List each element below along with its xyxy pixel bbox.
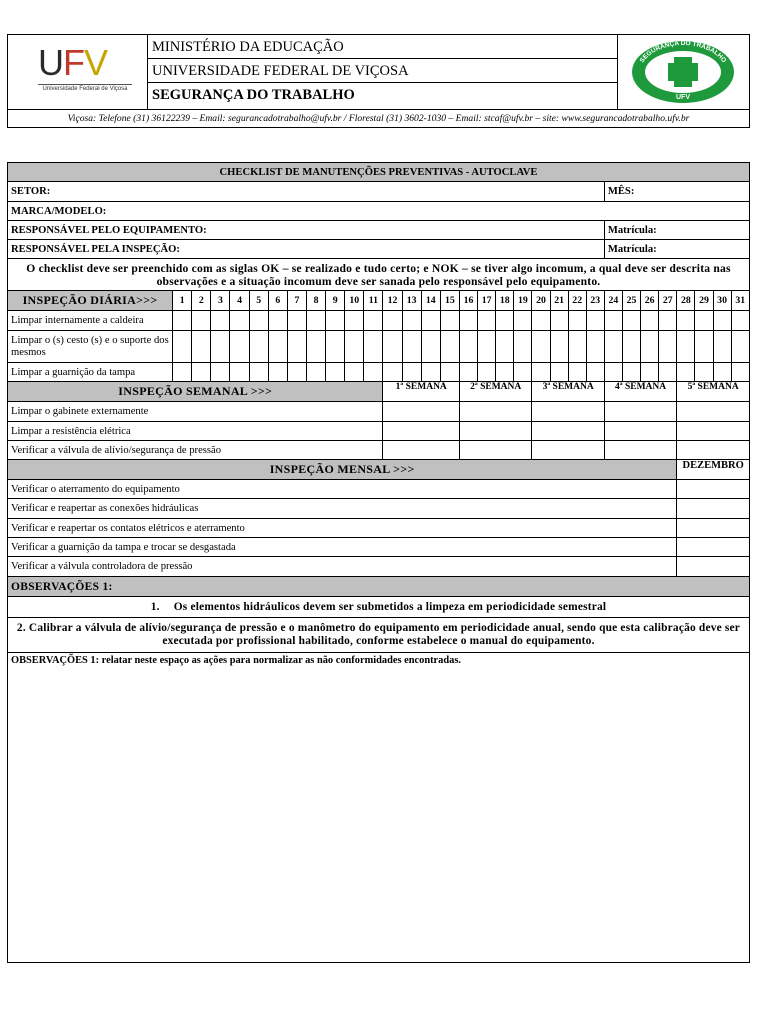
monthly-item-label: Verificar a válvula controladora de pressão — [8, 557, 677, 577]
daily-check-cell[interactable] — [659, 363, 677, 382]
daily-check-cell[interactable] — [192, 331, 211, 363]
daily-check-cell[interactable] — [192, 311, 211, 331]
ufv-logo — [8, 35, 148, 109]
weekly-check-cell[interactable] — [604, 422, 676, 441]
daily-check-cell[interactable] — [287, 331, 306, 363]
daily-check-cell[interactable] — [459, 363, 477, 382]
monthly-check-cell[interactable] — [677, 538, 750, 557]
daily-check-cell[interactable] — [459, 331, 477, 363]
daily-check-cell[interactable] — [695, 331, 713, 363]
form-title: CHECKLIST DE MANUTENÇÕES PREVENTIVAS - AUTOCLAVE — [8, 163, 750, 182]
daily-check-cell[interactable] — [230, 331, 249, 363]
resp-equipamento-field[interactable] — [8, 221, 605, 240]
ministry-title: MINISTÉRIO DA EDUCAÇÃO — [147, 35, 618, 59]
daily-check-cell[interactable] — [478, 311, 496, 331]
daily-check-cell[interactable] — [306, 363, 325, 382]
weekly-item-label: Verificar a válvula de alívio/segurança de pressão — [8, 441, 383, 460]
day-10-header: 10 — [345, 291, 364, 311]
daily-check-cell[interactable] — [713, 331, 731, 363]
daily-check-cell[interactable] — [695, 363, 713, 382]
daily-check-cell[interactable] — [478, 363, 496, 382]
day-1-header: 1 — [173, 291, 192, 311]
daily-check-cell[interactable] — [604, 311, 622, 331]
university-title: UNIVERSIDADE FEDERAL DE VIÇOSA — [147, 59, 618, 83]
daily-check-cell[interactable] — [532, 311, 550, 331]
day-25-header: 25 — [622, 291, 640, 311]
observations-box[interactable] — [8, 653, 750, 963]
monthly-check-cell[interactable] — [677, 480, 750, 499]
day-29-header: 29 — [695, 291, 713, 311]
daily-check-cell[interactable] — [731, 363, 749, 382]
daily-check-cell[interactable] — [496, 331, 514, 363]
daily-check-cell[interactable] — [383, 331, 402, 363]
day-17-header: 17 — [478, 291, 496, 311]
daily-check-cell[interactable] — [713, 311, 731, 331]
daily-check-cell[interactable] — [604, 363, 622, 382]
daily-check-cell[interactable] — [440, 311, 459, 331]
weekly-check-cell[interactable] — [459, 402, 531, 422]
day-5-header: 5 — [249, 291, 268, 311]
weekly-check-cell[interactable] — [677, 441, 750, 460]
instructions-text: O checklist deve ser preenchido com as siglas OK – se realizado e tudo certo; e NOK – se tiver algo incomum, a qual deve ser descrita nas observações e a situação incomum deve ser sanada pelo responsável pelo equipamento. — [8, 259, 750, 291]
weekly-check-cell[interactable] — [532, 402, 604, 422]
daily-check-cell[interactable] — [532, 331, 550, 363]
ufv-logo-rule — [38, 84, 132, 85]
matricula-inspecao-field[interactable] — [604, 240, 749, 259]
daily-check-cell[interactable] — [677, 331, 695, 363]
day-13-header: 13 — [402, 291, 421, 311]
daily-check-cell[interactable] — [622, 331, 640, 363]
day-4-header: 4 — [230, 291, 249, 311]
day-22-header: 22 — [568, 291, 586, 311]
daily-check-cell[interactable] — [586, 311, 604, 331]
week-3-header: 3ª SEMANA — [532, 382, 604, 402]
weekly-check-cell[interactable] — [532, 422, 604, 441]
day-26-header: 26 — [641, 291, 659, 311]
day-21-header: 21 — [550, 291, 568, 311]
weekly-check-cell[interactable] — [604, 441, 676, 460]
daily-check-cell[interactable] — [568, 331, 586, 363]
daily-check-cell[interactable] — [268, 311, 287, 331]
day-12-header: 12 — [383, 291, 402, 311]
daily-check-cell[interactable] — [550, 311, 568, 331]
setor-label: SETOR: — [11, 186, 51, 197]
setor-field[interactable] — [8, 182, 605, 202]
daily-check-cell[interactable] — [659, 331, 677, 363]
daily-check-cell[interactable] — [211, 331, 230, 363]
day-9-header: 9 — [326, 291, 345, 311]
daily-check-cell[interactable] — [440, 331, 459, 363]
month-header: DEZEMBRO — [677, 460, 750, 480]
day-23-header: 23 — [586, 291, 604, 311]
note-1-number: 1. — [150, 601, 160, 613]
day-8-header: 8 — [306, 291, 325, 311]
daily-check-cell[interactable] — [550, 363, 568, 382]
daily-check-cell[interactable] — [421, 311, 440, 331]
day-15-header: 15 — [440, 291, 459, 311]
matricula-label: Matrícula: — [607, 243, 657, 255]
contact-line: Viçosa: Telefone (31) 36122239 – Email: segurancadotrabalho@ufv.br / Florestal (31) 3602-1030 – Email: stcaf@ufv.br – site: www.segurancadotrabalho.ufv.br — [8, 109, 749, 128]
daily-check-cell[interactable] — [440, 363, 459, 382]
resp-inspecao-field[interactable] — [8, 240, 605, 259]
daily-check-cell[interactable] — [402, 363, 421, 382]
ufv-logo-v: V — [84, 42, 108, 83]
weekly-check-cell[interactable] — [459, 441, 531, 460]
daily-check-cell[interactable] — [402, 331, 421, 363]
weekly-check-cell[interactable] — [532, 441, 604, 460]
mes-field[interactable] — [604, 182, 749, 202]
weekly-check-cell[interactable] — [604, 402, 676, 422]
weekly-check-cell[interactable] — [383, 402, 460, 422]
daily-check-cell[interactable] — [230, 311, 249, 331]
daily-check-cell[interactable] — [211, 363, 230, 382]
daily-check-cell[interactable] — [364, 331, 383, 363]
resp-inspecao-label: RESPONSÁVEL PELA INSPEÇÃO: — [11, 243, 180, 255]
note-1-text: Os elementos hidráulicos devem ser submetidos a limpeza em periodicidade semestral — [173, 601, 607, 613]
weekly-check-cell[interactable] — [677, 402, 750, 422]
day-2-header: 2 — [192, 291, 211, 311]
daily-check-cell[interactable] — [173, 311, 192, 331]
daily-check-cell[interactable] — [496, 311, 514, 331]
daily-check-cell[interactable] — [622, 311, 640, 331]
daily-check-cell[interactable] — [173, 363, 192, 382]
week-4-header: 4ª SEMANA — [604, 382, 676, 402]
monthly-item-label: Verificar o aterramento do equipamento — [8, 480, 677, 499]
daily-check-cell[interactable] — [496, 363, 514, 382]
department-title: SEGURANÇA DO TRABALHO — [152, 87, 355, 103]
day-24-header: 24 — [604, 291, 622, 311]
ufv-logo-u: U — [38, 42, 63, 83]
daily-check-cell[interactable] — [326, 311, 345, 331]
daily-check-cell[interactable] — [604, 331, 622, 363]
daily-check-cell[interactable] — [268, 331, 287, 363]
daily-check-cell[interactable] — [287, 363, 306, 382]
daily-check-cell[interactable] — [641, 311, 659, 331]
observations-box-label: OBSERVAÇÕES 1: relatar neste espaço as ações para normalizar as não conformidades encontradas. — [11, 655, 461, 666]
week-1-header: 1ª SEMANA — [383, 382, 460, 402]
monthly-item-label: Verificar e reapertar os contatos elétricos e aterramento — [8, 519, 677, 538]
marca-modelo-label: MARCA/MODELO: — [11, 205, 107, 217]
daily-check-cell[interactable] — [568, 311, 586, 331]
daily-check-cell[interactable] — [249, 363, 268, 382]
weekly-check-cell[interactable] — [383, 441, 460, 460]
day-19-header: 19 — [514, 291, 532, 311]
safety-seal-icon — [618, 35, 748, 109]
daily-check-cell[interactable] — [478, 331, 496, 363]
day-6-header: 6 — [268, 291, 287, 311]
daily-check-cell[interactable] — [514, 311, 532, 331]
day-28-header: 28 — [677, 291, 695, 311]
daily-check-cell[interactable] — [192, 363, 211, 382]
daily-check-cell[interactable] — [713, 363, 731, 382]
matricula-label: Matrícula: — [607, 224, 657, 236]
daily-check-cell[interactable] — [306, 311, 325, 331]
daily-check-cell[interactable] — [421, 363, 440, 382]
daily-check-cell[interactable] — [695, 311, 713, 331]
weekly-check-cell[interactable] — [383, 422, 460, 441]
daily-check-cell[interactable] — [568, 363, 586, 382]
daily-check-cell[interactable] — [287, 311, 306, 331]
daily-item-label: Limpar internamente a caldeira — [8, 311, 173, 331]
weekly-inspection-header: INSPEÇÃO SEMANAL >>> — [8, 382, 383, 402]
observation-note-1 — [8, 597, 750, 618]
daily-check-cell[interactable] — [345, 363, 364, 382]
day-20-header: 20 — [532, 291, 550, 311]
daily-check-cell[interactable] — [421, 331, 440, 363]
monthly-check-cell[interactable] — [677, 499, 750, 519]
marca-modelo-field[interactable] — [8, 202, 750, 221]
day-27-header: 27 — [659, 291, 677, 311]
daily-check-cell[interactable] — [268, 363, 287, 382]
daily-check-cell[interactable] — [677, 311, 695, 331]
monthly-item-label: Verificar a guarnição da tampa e trocar se desgastada — [8, 538, 677, 557]
document-header — [7, 34, 750, 128]
daily-check-cell[interactable] — [364, 363, 383, 382]
matricula-equipamento-field[interactable] — [604, 221, 749, 240]
daily-check-cell[interactable] — [249, 311, 268, 331]
daily-check-cell[interactable] — [326, 331, 345, 363]
day-16-header: 16 — [459, 291, 477, 311]
daily-check-cell[interactable] — [345, 311, 364, 331]
mes-label: MÊS: — [607, 186, 635, 197]
day-30-header: 30 — [713, 291, 731, 311]
daily-check-cell[interactable] — [173, 331, 192, 363]
daily-check-cell[interactable] — [586, 331, 604, 363]
daily-check-cell[interactable] — [249, 331, 268, 363]
daily-item-label: Limpar a guarnição da tampa — [8, 363, 173, 382]
monthly-check-cell[interactable] — [677, 519, 750, 538]
weekly-item-label: Limpar a resistência elétrica — [8, 422, 383, 441]
daily-check-cell[interactable] — [731, 331, 749, 363]
safety-seal-cell — [617, 35, 749, 109]
daily-check-cell[interactable] — [230, 363, 249, 382]
daily-check-cell[interactable] — [383, 311, 402, 331]
monthly-item-label: Verificar e reapertar as conexões hidráulicas — [8, 499, 677, 519]
daily-check-cell[interactable] — [514, 331, 532, 363]
day-14-header: 14 — [421, 291, 440, 311]
ufv-logo-f: F — [63, 42, 84, 83]
day-31-header: 31 — [731, 291, 749, 311]
daily-check-cell[interactable] — [731, 311, 749, 331]
weekly-item-label: Limpar o gabinete externamente — [8, 402, 383, 422]
daily-check-cell[interactable] — [550, 331, 568, 363]
ufv-logo-subtitle: Universidade Federal de Viçosa — [42, 86, 128, 92]
daily-check-cell[interactable] — [641, 363, 659, 382]
observation-note-2: 2. Calibrar a válvula de alívio/segurança de pressão e o manômetro do equipamento em periodicidade anual, sendo que esta calibração deve ser executada por profissional habilitado, conforme estabelece o manual do equipamento. — [8, 618, 750, 653]
checklist-table — [7, 162, 750, 963]
daily-check-cell[interactable] — [586, 363, 604, 382]
day-18-header: 18 — [496, 291, 514, 311]
daily-inspection-header: INSPEÇÃO DIÁRIA>>> — [8, 291, 173, 311]
daily-check-cell[interactable] — [641, 331, 659, 363]
daily-check-cell[interactable] — [326, 363, 345, 382]
daily-check-cell[interactable] — [383, 363, 402, 382]
daily-check-cell[interactable] — [514, 363, 532, 382]
day-3-header: 3 — [211, 291, 230, 311]
daily-item-label: Limpar o (s) cesto (s) e o suporte dos mesmos — [8, 331, 173, 363]
ufv-logo-wordmark — [38, 42, 108, 83]
daily-check-cell[interactable] — [211, 311, 230, 331]
week-5-header: 5ª SEMANA — [677, 382, 750, 402]
day-7-header: 7 — [287, 291, 306, 311]
week-2-header: 2ª SEMANA — [459, 382, 531, 402]
seal-ring-text: SEGURANÇA DO TRABALHO — [638, 39, 728, 65]
observations-header: OBSERVAÇÕES 1: — [8, 577, 750, 597]
daily-check-cell[interactable] — [345, 331, 364, 363]
daily-check-cell[interactable] — [306, 331, 325, 363]
monthly-inspection-header: INSPEÇÃO MENSAL >>> — [8, 460, 677, 480]
daily-check-cell[interactable] — [532, 363, 550, 382]
daily-check-cell[interactable] — [364, 311, 383, 331]
weekly-check-cell[interactable] — [677, 422, 750, 441]
weekly-check-cell[interactable] — [459, 422, 531, 441]
monthly-check-cell[interactable] — [677, 557, 750, 577]
seal-bottom-text: UFV — [676, 94, 690, 101]
daily-check-cell[interactable] — [622, 363, 640, 382]
resp-equipamento-label: RESPONSÁVEL PELO EQUIPAMENTO: — [11, 224, 207, 236]
daily-check-cell[interactable] — [459, 311, 477, 331]
day-11-header: 11 — [364, 291, 383, 311]
daily-check-cell[interactable] — [402, 311, 421, 331]
daily-check-cell[interactable] — [659, 311, 677, 331]
daily-check-cell[interactable] — [677, 363, 695, 382]
